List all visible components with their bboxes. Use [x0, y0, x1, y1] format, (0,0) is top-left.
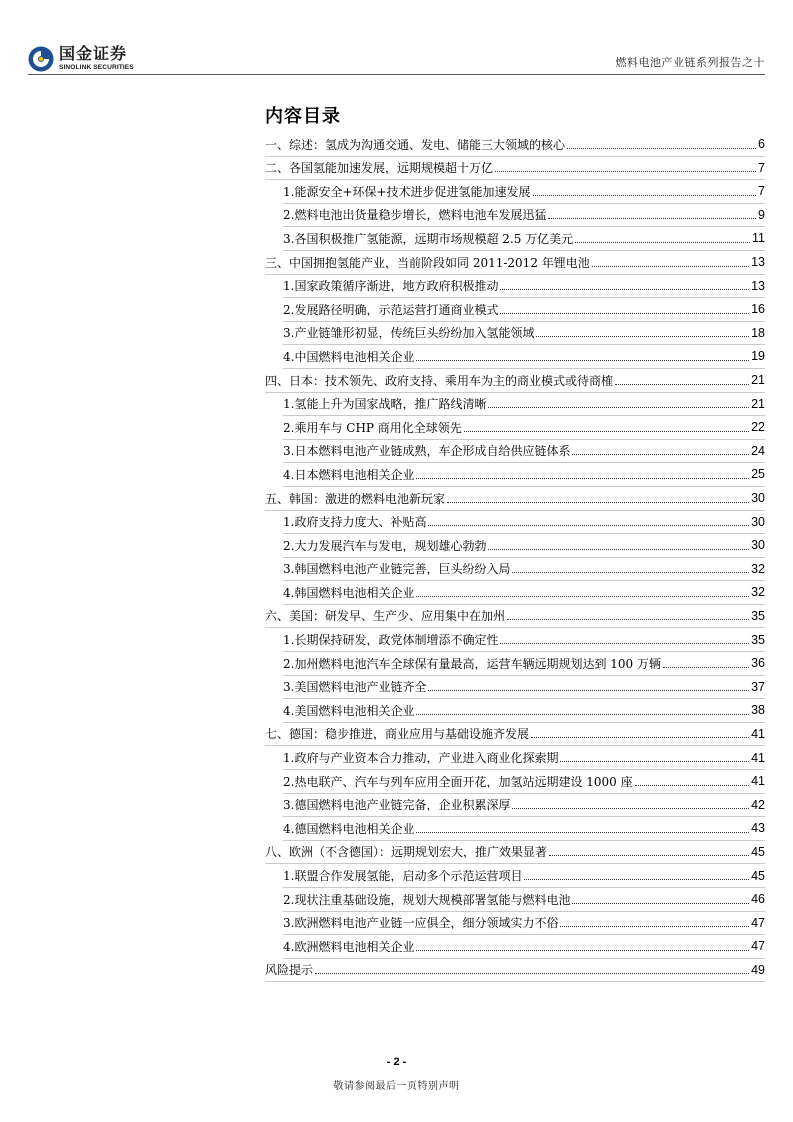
toc-entry-page: 47: [751, 915, 765, 930]
toc-dot-leader: [524, 879, 749, 880]
toc-dot-leader: [531, 737, 749, 738]
toc-subsection-entry[interactable]: [283, 628, 765, 652]
toc-entry-title: 4.中国燃料电池相关企业: [283, 350, 415, 363]
toc-entry-title: 3.韩国燃料电池产业链完善，巨头纷纷入局: [283, 563, 511, 576]
toc-dot-leader: [536, 336, 749, 337]
toc-entry-page: 49: [751, 962, 765, 977]
toc-entry-title: 3.德国燃料电池产业链完备，企业积累深厚: [283, 799, 511, 812]
toc-section-entry[interactable]: [265, 369, 765, 393]
toc-entry-page: 22: [751, 420, 765, 435]
toc-dot-leader: [635, 785, 749, 786]
toc-subsection-entry[interactable]: [283, 888, 765, 912]
toc-dot-leader: [488, 549, 749, 550]
toc-section-entry[interactable]: [265, 959, 765, 983]
page-number: - 2 -: [386, 1056, 407, 1068]
toc-subsection-entry[interactable]: [283, 204, 765, 228]
toc-entry-title: 3.各国积极推广氢能源，远期市场规模超 2.5 万亿美元: [283, 232, 574, 245]
toc-dot-leader: [548, 218, 756, 219]
toc-dot-leader: [428, 690, 749, 691]
toc-entry-title: 4.美国燃料电池相关企业: [283, 704, 415, 717]
toc-entry-page: 6: [758, 137, 765, 152]
toc-dot-leader: [567, 148, 756, 149]
toc-subsection-entry[interactable]: [283, 746, 765, 770]
toc-subsection-entry[interactable]: [283, 558, 765, 582]
disclaimer-note: 敬请参阅最后一页特别声明: [333, 1081, 460, 1092]
toc-dot-leader: [533, 195, 756, 196]
toc-entry-title: 2.加州燃料电池汽车全球保有量最高，运营车辆远期规划达到 100 万辆: [283, 657, 661, 670]
toc-subsection-entry[interactable]: [283, 534, 765, 558]
toc-entry-title: 4.欧洲燃料电池相关企业: [283, 940, 415, 953]
toc-entry-title: 2.现状注重基础设施，规划大规模部署氢能与燃料电池: [283, 893, 571, 906]
toc-entry-page: 13: [751, 278, 765, 293]
toc-entry-title: 1.长期保持研发，政党体制增添不确定性: [283, 634, 499, 647]
toc-subsection-entry[interactable]: [283, 699, 765, 723]
toc-entry-title: 1.联盟合作发展氢能，启动多个示范运营项目: [283, 870, 523, 882]
toc-dot-leader: [464, 431, 749, 432]
toc-dot-leader: [416, 832, 749, 833]
toc-subsection-entry[interactable]: [283, 817, 765, 841]
sinolink-logo-icon: [28, 46, 54, 72]
toc-entry-title: 3.美国燃料电池产业链齐全: [283, 681, 427, 694]
toc-entry-page: 41: [751, 774, 765, 789]
toc-dot-leader: [615, 384, 749, 385]
toc-entry-title: 一、综述：氢成为沟通交通、发电、储能三大领域的核心: [265, 138, 566, 151]
toc-dot-leader: [663, 667, 749, 668]
toc-entry-page: 43: [751, 821, 765, 836]
toc-entry-page: 30: [751, 538, 765, 553]
logo-name-cn: 国金证券: [59, 44, 128, 64]
report-series-title: 燃料电池产业链系列报告之十: [615, 56, 765, 69]
toc-dot-leader: [495, 171, 756, 172]
toc-subsection-entry[interactable]: [283, 298, 765, 322]
toc-entry-title: 2.乘用车与 CHP 商用化全球领先: [283, 421, 462, 434]
toc-entry-title: 4.日本燃料电池相关企业: [283, 468, 415, 481]
toc-subsection-entry[interactable]: [283, 935, 765, 959]
toc-entry-page: 45: [751, 868, 765, 883]
toc-entry-title: 3.欧洲燃料电池产业链一应俱全，细分领域实力不俗: [283, 917, 559, 930]
toc-subsection-entry[interactable]: [283, 345, 765, 369]
toc-entry-page: 46: [751, 892, 765, 907]
toc-entry-title: 风险提示: [265, 964, 314, 977]
toc-section-entry[interactable]: [265, 841, 765, 865]
toc-entry-title: 3.产业链雏形初显，传统巨头纷纷加入氢能领域: [283, 327, 535, 340]
toc-entry-title: 1.政府与产业资本合力推动，产业进入商业化探索期: [283, 752, 559, 765]
toc-entry-title: 3.日本燃料电池产业链成熟，车企形成自给供应链体系: [283, 445, 571, 458]
toc-subsection-entry[interactable]: [283, 912, 765, 936]
toc-section-entry[interactable]: [265, 251, 765, 275]
toc-dot-leader: [549, 855, 749, 856]
toc-entry-page: 9: [758, 207, 765, 222]
toc-dot-leader: [500, 313, 749, 314]
toc-entry-title: 2.发展路径明确，示范运营打通商业模式: [283, 303, 499, 316]
toc-dot-leader: [507, 619, 749, 620]
toc-entry-page: 30: [751, 514, 765, 529]
toc-subsection-entry[interactable]: [283, 227, 765, 251]
toc-entry-page: 13: [751, 255, 765, 270]
toc-subsection-entry[interactable]: [283, 440, 765, 464]
toc-entry-page: 35: [751, 632, 765, 647]
toc-dot-leader: [488, 407, 749, 408]
toc-dot-leader: [512, 572, 749, 573]
toc-section-entry[interactable]: [265, 487, 765, 511]
toc-entry-page: 45: [751, 844, 765, 859]
toc-entry-title: 4.韩国燃料电池相关企业: [283, 586, 415, 599]
toc-entry-page: 41: [751, 750, 765, 765]
logo-name-en: SINOLINK SECURITIES: [59, 64, 134, 72]
toc-subsection-entry[interactable]: [283, 794, 765, 818]
toc-entry-title: 1.氢能上升为国家战略，推广路线清晰: [283, 398, 487, 411]
toc-dot-leader: [560, 761, 749, 762]
toc-entry-page: 21: [751, 373, 765, 388]
toc-subsection-entry[interactable]: [283, 416, 765, 440]
toc-entry-page: 30: [751, 491, 765, 505]
toc-entry-title: 1.能源安全+环保+技术进步促进氢能加速发展: [283, 185, 531, 198]
toc-subsection-entry[interactable]: [283, 652, 765, 676]
toc-section-entry[interactable]: [265, 723, 765, 747]
toc-entry-page: 35: [751, 608, 765, 623]
toc-entry-page: 38: [751, 703, 765, 718]
toc-subsection-entry[interactable]: [283, 463, 765, 487]
toc-subsection-entry[interactable]: [283, 864, 765, 888]
toc-list: [265, 133, 765, 982]
toc-entry-title: 四、日本：技术领先、政府支持、乘用车为主的商业模式或待商榷: [265, 374, 614, 387]
toc-entry-page: 42: [751, 797, 765, 812]
toc-subsection-entry[interactable]: [283, 770, 765, 794]
toc-dot-leader: [315, 973, 749, 974]
toc-entry-page: 21: [751, 396, 765, 411]
toc-dot-leader: [560, 926, 749, 927]
toc-entry-page: 18: [751, 325, 765, 340]
toc-dot-leader: [447, 502, 749, 503]
toc-entry-title: 2.大力发展汽车与发电，规划雄心勃勃: [283, 539, 487, 552]
header-divider: [28, 74, 765, 75]
toc-dot-leader: [416, 360, 749, 361]
toc-dot-leader: [512, 808, 749, 809]
toc-entry-page: 32: [751, 561, 765, 576]
toc-dot-leader: [500, 289, 749, 290]
toc-entry-page: 36: [751, 656, 765, 671]
toc-entry-page: 19: [751, 349, 765, 364]
toc-entry-title: 三、中国拥抱氢能产业，当前阶段如同 2011-2012 年锂电池: [265, 256, 590, 269]
toc-entry-title: 2.燃料电池出货量稳步增长，燃料电池车发展迅猛: [283, 209, 547, 222]
toc-subsection-entry[interactable]: [283, 322, 765, 346]
toc-entry-page: 47: [751, 939, 765, 954]
toc-entry-page: 11: [752, 231, 765, 246]
toc-dot-leader: [428, 525, 749, 526]
toc-subsection-entry[interactable]: [283, 676, 765, 700]
toc-entry-title: 八、欧洲（不含德国）：远期规划宏大，推广效果显著: [265, 846, 548, 859]
toc-dot-leader: [416, 478, 749, 479]
toc-entry-page: 41: [751, 726, 765, 741]
toc-subsection-entry[interactable]: [283, 180, 765, 204]
toc-heading: 内容目录: [265, 106, 341, 127]
toc-dot-leader: [572, 903, 749, 904]
toc-dot-leader: [416, 596, 749, 597]
toc-subsection-entry[interactable]: [283, 581, 765, 605]
toc-subsection-entry[interactable]: [283, 393, 765, 417]
toc-entry-page: 7: [758, 184, 765, 199]
toc-entry-title: 4.德国燃料电池相关企业: [283, 822, 415, 835]
toc-subsection-entry[interactable]: [283, 275, 765, 299]
toc-entry-title: 七、德国：稳步推进，商业应用与基础设施齐发展: [265, 728, 530, 741]
toc-entry-page: 32: [751, 585, 765, 600]
company-logo: [28, 44, 134, 74]
toc-entry-page: 16: [751, 302, 765, 317]
toc-subsection-entry[interactable]: [283, 511, 765, 535]
toc-section-entry[interactable]: [265, 605, 765, 629]
toc-entry-page: 24: [751, 443, 765, 458]
toc-dot-leader: [416, 714, 749, 715]
toc-section-entry[interactable]: [265, 133, 765, 157]
toc-entry-page: 37: [751, 679, 765, 694]
toc-entry-title: 2.热电联产、汽车与列车应用全面开花，加氢站远期建设 1000 座: [283, 775, 633, 788]
toc-entry-page: 25: [751, 467, 765, 482]
toc-dot-leader: [416, 950, 749, 951]
toc-entry-title: 1.政府支持力度大、补贴高: [283, 516, 427, 529]
toc-entry-title: 1.国家政策循序渐进，地方政府积极推动: [283, 280, 499, 293]
toc-entry-page: 7: [758, 160, 765, 175]
toc-section-entry[interactable]: [265, 157, 765, 181]
toc-dot-leader: [575, 242, 750, 243]
toc-dot-leader: [500, 643, 749, 644]
toc-dot-leader: [572, 454, 749, 455]
toc-dot-leader: [592, 266, 749, 267]
toc-entry-title: 六、美国：研发早、生产少、应用集中在加州: [265, 610, 506, 623]
toc-entry-title: 五、韩国：激进的燃料电池新玩家: [265, 492, 446, 505]
toc-entry-title: 二、各国氢能加速发展，远期规模超十万亿: [265, 162, 494, 175]
